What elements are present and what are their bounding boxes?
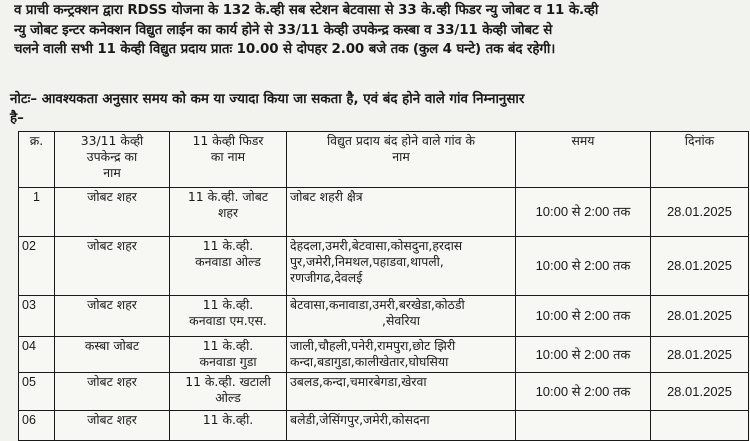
cell-sr: 06 xyxy=(19,411,55,441)
note-line-2: है– xyxy=(10,111,24,126)
cell-time: 10:00 से 2:00 तक xyxy=(516,237,651,296)
cell-sr: 03 xyxy=(19,296,55,337)
cell-feeder: 11 के.व्ही. xyxy=(170,411,287,441)
cell-time: 10:00 से 2:00 तक xyxy=(516,373,651,411)
cell-villages: उबलड,कन्दा,चमारबेगडा,खेरवा xyxy=(287,373,516,411)
table-row xyxy=(19,237,749,296)
cell-substation: जोबट शहर xyxy=(55,296,170,337)
cell-time xyxy=(516,411,651,441)
cell-villages: जोबट शहरी क्षैत्र xyxy=(287,188,516,237)
table-row xyxy=(19,373,749,411)
cell-feeder: 11 के.व्ही. कनवाडा गुडा xyxy=(170,337,287,373)
cell-villages: बलेडी,जेसिंगपुर,जमेरी,कोसदना xyxy=(287,411,516,441)
shutdown-schedule-table xyxy=(18,131,749,441)
intro-line-2: न्यु जोबट इन्टर कनेक्शन विद्युत लाईन का कार्य होने से 33/11 केव्ही उपकेन्द्र कस्बा व 33/11 केव्ही जोबट से xyxy=(14,22,553,38)
header-substation: 33/11 केव्ही उपकेन्द्र का नाम xyxy=(55,132,170,188)
table-row xyxy=(19,296,749,337)
cell-substation: जोबट शहर xyxy=(55,188,170,237)
cell-villages: बेटवासा,कनावाडा,उमरी,बरखेडा,कोठडी ,सेवरिया xyxy=(287,296,516,337)
header-feeder: 11 केव्ही फिडर का नाम xyxy=(170,132,287,188)
cell-date: 28.01.2025 xyxy=(651,337,749,373)
cell-sr: 02 xyxy=(19,237,55,296)
header-date: दिनांक xyxy=(651,132,749,188)
header-sr: क्र. xyxy=(19,132,55,188)
cell-substation: जोबट शहर xyxy=(55,411,170,441)
cell-substation: जोबट शहर xyxy=(55,237,170,296)
cell-villages: देहदला,उमरी,बेटवासा,कोसदुना,हरदास पुर,जमेरी,निमथल,पहाडवा,थापली, रणजीगढ,देवलई xyxy=(287,237,516,296)
header-villages: विद्युत प्रदाय बंद होने वाले गांव के नाम xyxy=(287,132,516,188)
cell-date xyxy=(651,411,749,441)
cell-sr: 1 xyxy=(19,188,55,237)
intro-line-3: चलने वाली सभी 11 केव्ही विद्युत प्रदाय प्रातः 10.00 से दोपहर 2.00 बजे तक (कुल 4 घन्टे) तक बंद रहेगी। xyxy=(14,42,556,57)
cell-sr: 04 xyxy=(19,337,55,373)
cell-feeder: 11 के.व्ही. कनवाडा एम.एस. xyxy=(170,296,287,337)
intro-paragraph xyxy=(14,1,742,60)
cell-date: 28.01.2025 xyxy=(651,237,749,296)
note-paragraph xyxy=(10,90,745,128)
header-time: समय xyxy=(516,132,651,188)
cell-date: 28.01.2025 xyxy=(651,296,749,337)
cell-substation: कस्बा जोबट xyxy=(55,337,170,373)
cell-villages: जाली,चौहली,पनेरी,रामपुरा,छोट झिरी कन्दा,बडागुडा,कालीखेतार,घोघसिया xyxy=(287,337,516,373)
cell-feeder: 11 के.व्ही. खटाली ओल्ड xyxy=(170,373,287,411)
table-row xyxy=(19,188,749,237)
cell-feeder: 11 के.व्ही. कनवाडा ओल्ड xyxy=(170,237,287,296)
cell-date: 28.01.2025 xyxy=(651,373,749,411)
intro-line-1: व प्राची कन्ट्रक्शन द्वारा RDSS योजना के 132 के.व्ही सब स्टेशन बेटवासा से 33 के.व्ही फिडर न्यु जोबट व 11 के.व्ही xyxy=(14,3,599,18)
table-row xyxy=(19,337,749,373)
cell-sr: 05 xyxy=(19,373,55,411)
cell-date: 28.01.2025 xyxy=(651,188,749,237)
table-header-row xyxy=(19,132,749,188)
cell-time: 10:00 से 2:00 तक xyxy=(516,188,651,237)
cell-substation: जोबट शहर xyxy=(55,373,170,411)
cell-time: 10:00 से 2:00 तक xyxy=(516,296,651,337)
cell-feeder: 11 के.व्ही. जोबट शहर xyxy=(170,188,287,237)
cell-time: 10:00 से 2:00 तक xyxy=(516,337,651,373)
table-row xyxy=(19,411,749,441)
note-line-1: नोटः– आवश्यकता अनुसार समय को कम या ज्यादा किया जा सकता है, एवं बंद होने वाले गांव निम्नानुसार xyxy=(10,92,525,107)
